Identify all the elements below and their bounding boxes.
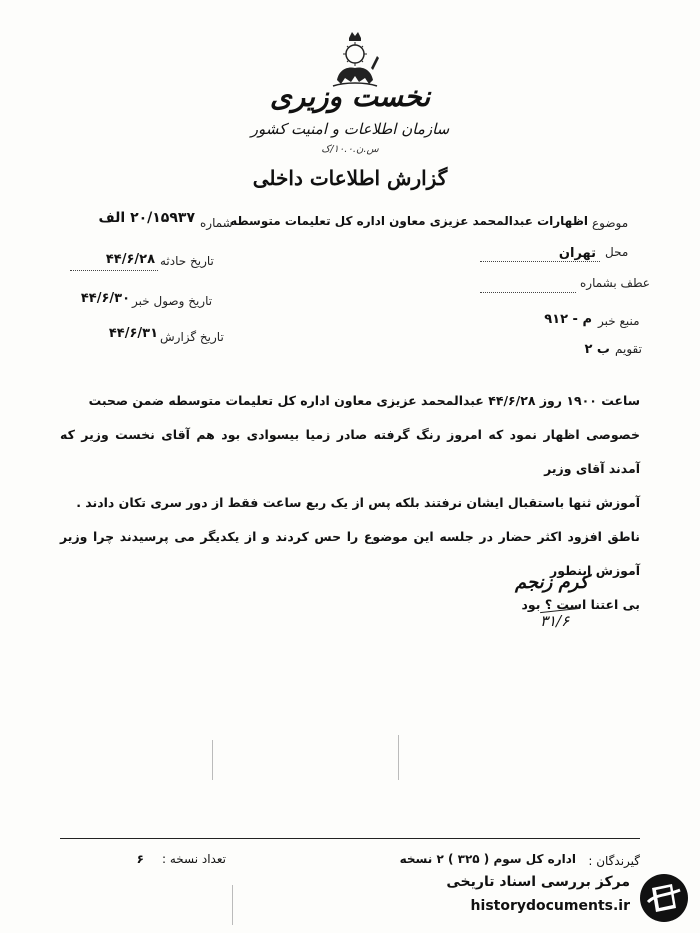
- scan-artifact: [398, 735, 399, 780]
- copies-value: ۶: [136, 852, 144, 866]
- body-line: ساعت ۱۹۰۰ روز ۴۴/۶/۲۸ عبدالمحمد عزیزی معاون اداره کل تعلیمات متوسطه ضمن صحبت: [88, 393, 640, 408]
- archive-watermark: [445, 870, 690, 926]
- copies-label: تعداد نسخه :: [161, 852, 226, 866]
- reference-label: عطف بشماره: [580, 276, 650, 290]
- place-label: محل: [605, 245, 629, 259]
- signature-date: ۳۱/۶: [540, 612, 570, 630]
- report-date-value: ۴۴/۶/۳۱: [108, 326, 158, 341]
- receipt-date-value: ۴۴/۶/۳۰: [80, 291, 130, 306]
- event-date-value: ۴۴/۶/۲۸: [105, 252, 155, 267]
- footer-divider: [60, 838, 640, 839]
- watermark-title: مرکز بررسی اسناد تاریخی: [446, 874, 630, 890]
- event-date-dotted-line: [70, 270, 158, 271]
- scan-artifact: [232, 885, 233, 925]
- report-title: گزارش اطلاعات داخلی: [252, 166, 448, 190]
- recipients-value: اداره کل سوم ( ۳۲۵ ) ۲ نسخه: [399, 852, 576, 866]
- organization-code: س.ن.۱۰.۰/ک: [321, 144, 379, 155]
- body-line: آموزش ثنها باستقبال ایشان نرفتند بلکه پس از یک ربع ساعت فقط از دور سری تکان دادند .: [76, 495, 640, 510]
- subject-value: اظهارات عبدالمحمد عزیزی معاون اداره کل تعلیمات متوسطه: [230, 214, 588, 228]
- evaluation-value: ب ۲: [584, 342, 610, 357]
- body-line: ناطق افزود اکثر حضار در جلسه این موضوع را حس کردند و از یکدیگر می پرسیدند چرا وزیر آموزش اینطور: [60, 529, 640, 578]
- number-label: شماره: [200, 216, 233, 230]
- archive-logo-icon: [638, 872, 690, 924]
- scan-artifact: [212, 740, 213, 780]
- recipients-label: گیرندگان :: [588, 854, 640, 868]
- report-date-label: تاریخ گزارش: [160, 330, 224, 344]
- prime-ministry-heading: نخست وزیری: [269, 80, 431, 113]
- organization-name: سازمان اطلاعات و امنیت کشور: [250, 120, 450, 138]
- evaluation-label: تقویم: [615, 342, 642, 356]
- signature: کرم زنجم: [515, 572, 589, 593]
- number-value: ۲۰/۱۵۹۳۷ الف: [98, 210, 195, 226]
- source-value: م - ۹۱۲: [544, 312, 592, 327]
- watermark-url: historydocuments.ir: [470, 898, 630, 914]
- place-value: تهران: [558, 246, 596, 261]
- body-line: خصوصی اظهار نمود که امروز رنگ گرفته صادر زمیا بیسوادی بود هم آقای نخست وزیر که آمدند آقای وزیر: [60, 427, 640, 476]
- reference-dotted-line: [480, 292, 576, 293]
- receipt-date-label: تاریخ وصول خبر: [132, 294, 213, 308]
- place-dotted-line: [480, 261, 600, 262]
- source-label: منبع خبر: [598, 314, 640, 328]
- body-line: بی اعتنا است ؟ بود: [521, 597, 640, 612]
- event-date-label: تاریخ حادثه: [160, 254, 214, 268]
- subject-label: موضوع: [592, 216, 629, 230]
